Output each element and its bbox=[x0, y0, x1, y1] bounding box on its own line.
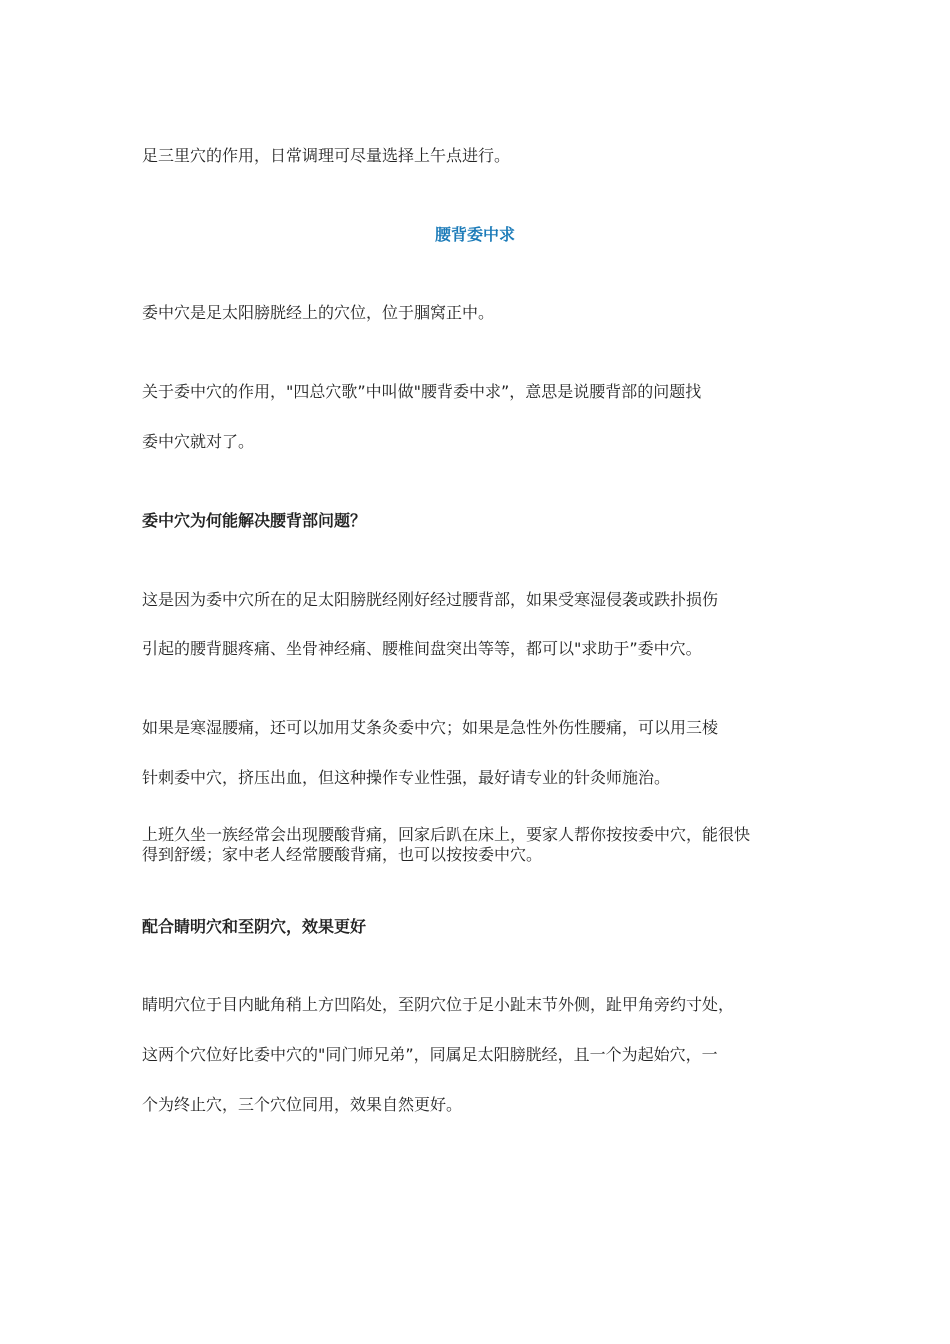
paragraph-line: 委中穴是足太阳膀胱经上的穴位，位于腘窝正中。 bbox=[142, 303, 495, 322]
paragraph-line: 引起的腰背腿疼痛、坐骨神经痛、腰椎间盘突出等等，都可以"求助于”委中穴。 bbox=[142, 639, 702, 658]
paragraph-line: 如果是寒湿腰痛，还可以加用艾条灸委中穴；如果是急性外伤性腰痛，可以用三棱 bbox=[142, 718, 719, 737]
paragraph-line: 睛明穴位于目内眦角稍上方凹陷处，至阴穴位于足小趾末节外侧，趾甲角旁约寸处， bbox=[142, 995, 735, 1014]
paragraph-line: 针刺委中穴，挤压出血，但这种操作专业性强，最好请专业的针灸师施治。 bbox=[142, 768, 671, 787]
subheading: 委中穴为何能解决腰背部问题？ bbox=[142, 511, 367, 530]
paragraph-line: 个为终止穴，三个穴位同用，效果自然更好。 bbox=[142, 1095, 463, 1114]
paragraph-line: 上班久坐一族经常会出现腰酸背痛，回家后趴在床上，要家人帮你按按委中穴，能很快 bbox=[142, 825, 751, 844]
subheading: 配合睛明穴和至阴穴，效果更好 bbox=[142, 917, 367, 936]
paragraph-line: 委中穴就对了。 bbox=[142, 432, 255, 451]
paragraph-line: 关于委中穴的作用，"四总穴歌”中叫做"腰背委中求”，意思是说腰背部的问题找 bbox=[142, 382, 702, 401]
paragraph-line: 得到舒缓；家中老人经常腰酸背痛，也可以按按委中穴。 bbox=[142, 845, 543, 864]
section-heading: 腰背委中求 bbox=[434, 225, 515, 244]
paragraph-line: 足三里穴的作用，日常调理可尽量选择上午点进行。 bbox=[142, 146, 511, 165]
paragraph-line: 这两个穴位好比委中穴的"同门师兄弟”，同属足太阳膀胱经，且一个为起始穴，一 bbox=[142, 1045, 718, 1064]
paragraph-line: 这是因为委中穴所在的足太阳膀胱经刚好经过腰背部，如果受寒湿侵袭或跌扑损伤 bbox=[142, 590, 719, 609]
